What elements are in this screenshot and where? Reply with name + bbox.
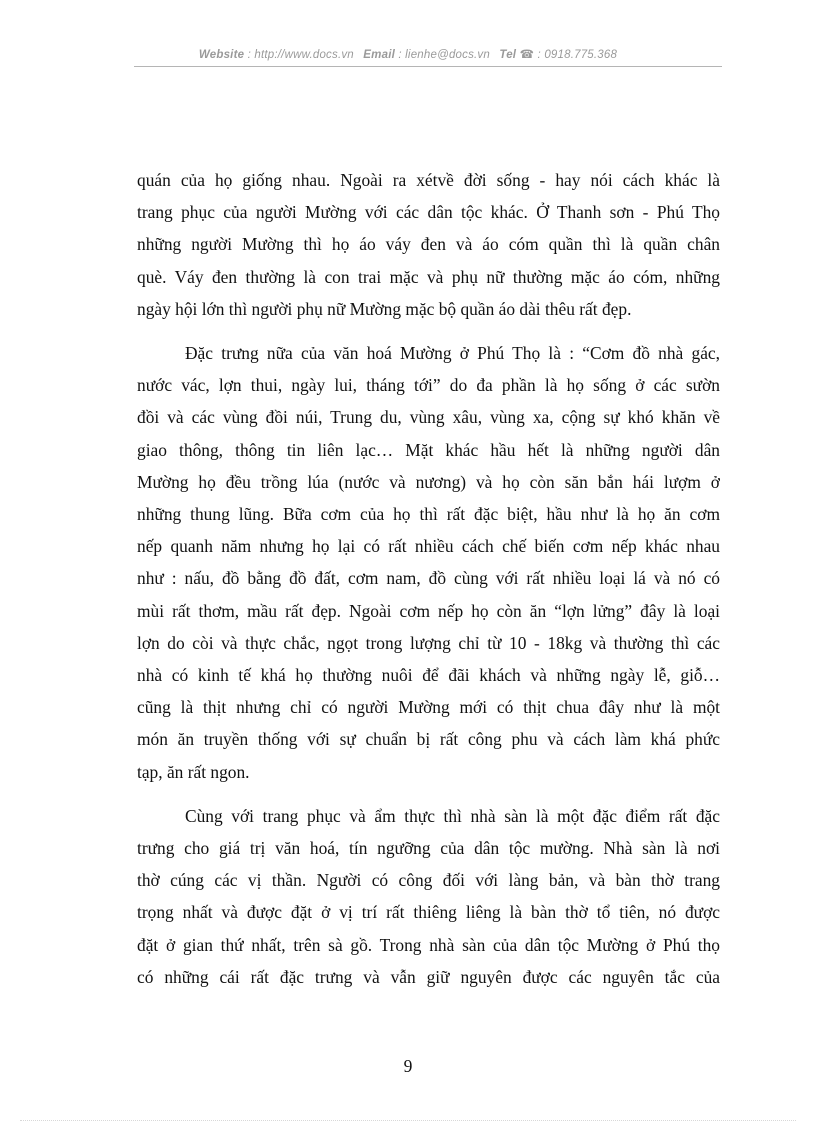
text-line: mùi rất thơm, mầu rất đẹp. Ngoài cơm nếp họ còn ăn “lợn lửng” đây là loại: [137, 600, 720, 621]
text-line: nếp quanh năm nhưng họ lại có rất nhiều cách chế biến cơm nếp khác nhau: [137, 536, 720, 557]
text-line: nước vác, lợn thui, ngày lui, tháng tới” do đa phần là họ sống ở các sườn: [137, 375, 720, 396]
text-line: món ăn truyền thống với sự chuẩn bị rất công phu và cách làm khá phức: [137, 729, 720, 750]
text-line: nhà có kinh tế khá họ thường nuôi để đãi khách và những ngày lễ, giỗ…: [137, 665, 720, 686]
tel-value: : 0918.775.368: [537, 49, 618, 61]
email-label: Email: [363, 49, 395, 61]
document-body: [137, 164, 720, 993]
text-line: trang phục của người Mường với các dân tộc khác. Ở Thanh sơn - Phú Thọ: [137, 202, 720, 223]
text-line: trưng cho giá trị văn hoá, tín ngưỡng của dân tộc mường. Nhà sàn là nơi: [137, 838, 720, 859]
text-line: què. Váy đen thường là con trai mặc và phụ nữ thường mặc áo cóm, những: [137, 266, 720, 287]
text-line: Cùng với trang phục và ẩm thực thì nhà sàn là một đặc điểm rất đặc: [185, 805, 720, 826]
phone-icon: ☎: [519, 49, 535, 61]
header-divider: [134, 66, 722, 67]
paragraph: [137, 800, 720, 993]
text-line: trọng nhất và được đặt ở vị trí rất thiêng liêng là bàn thờ tổ tiên, nó được: [137, 902, 720, 923]
text-line: đồi và các vùng đồi núi, Trung du, vùng xâu, vùng xa, cộng sự khó khăn về: [137, 407, 720, 428]
website-value: : http://www.docs.vn: [247, 49, 354, 61]
text-line: quán của họ giống nhau. Ngoài ra xétvề đời sống - hay nói cách khác là: [137, 170, 720, 190]
text-line: Đặc trưng nữa của văn hoá Mường ở Phú Thọ là : “Cơm đồ nhà gác,: [185, 343, 720, 364]
text-line: lợn do còi và thực chắc, ngọt trong lượng chỉ từ 10 - 18kg và thường thì các: [137, 632, 720, 653]
text-line: thờ cúng các vị thần. Người có công đối với làng bản, và bàn thờ trang: [137, 870, 720, 891]
paragraph: [137, 337, 720, 788]
website-label: Website: [198, 49, 245, 61]
text-line: Mường họ đều trồng lúa (nước và nương) và họ còn săn bắn hái lượm ở: [137, 471, 720, 492]
page-bottom-border: [20, 1120, 796, 1121]
page-number: 9: [403, 1056, 413, 1076]
text-line: những thung lũng. Bữa cơm của họ thì rất đặc biệt, hầu như là họ ăn cơm: [137, 504, 720, 525]
text-line: giao thông, thông tin liên lạc… Mặt khác hầu hết là những người dân: [137, 439, 720, 460]
text-line: ngày hội lớn thì người phụ nữ Mường mặc bộ quần áo dài thêu rất đẹp.: [137, 298, 632, 319]
text-line: những người Mường thì họ áo váy đen và áo cóm quần thì là quần chân: [137, 234, 720, 255]
page-header: [0, 47, 816, 61]
tel-label: Tel: [499, 49, 517, 61]
email-value: : lienhe@docs.vn: [398, 49, 490, 61]
text-line: cũng là thịt nhưng chỉ có người Mường mới có thịt chua đây như là một: [137, 697, 720, 718]
text-line: đặt ở gian thứ nhất, trên sà gồ. Trong nhà sàn của dân tộc Mường ở Phú thọ: [137, 934, 720, 955]
text-line: có những cái rất đặc trưng và vẫn giữ nguyên được các nguyên tắc của: [137, 966, 720, 987]
paragraph: [137, 164, 720, 325]
text-line: tạp, ăn rất ngon.: [137, 761, 250, 782]
text-line: như : nấu, đồ bằng đồ đất, cơm nam, đồ cùng với rất nhiều loại lá và nó có: [137, 568, 720, 589]
